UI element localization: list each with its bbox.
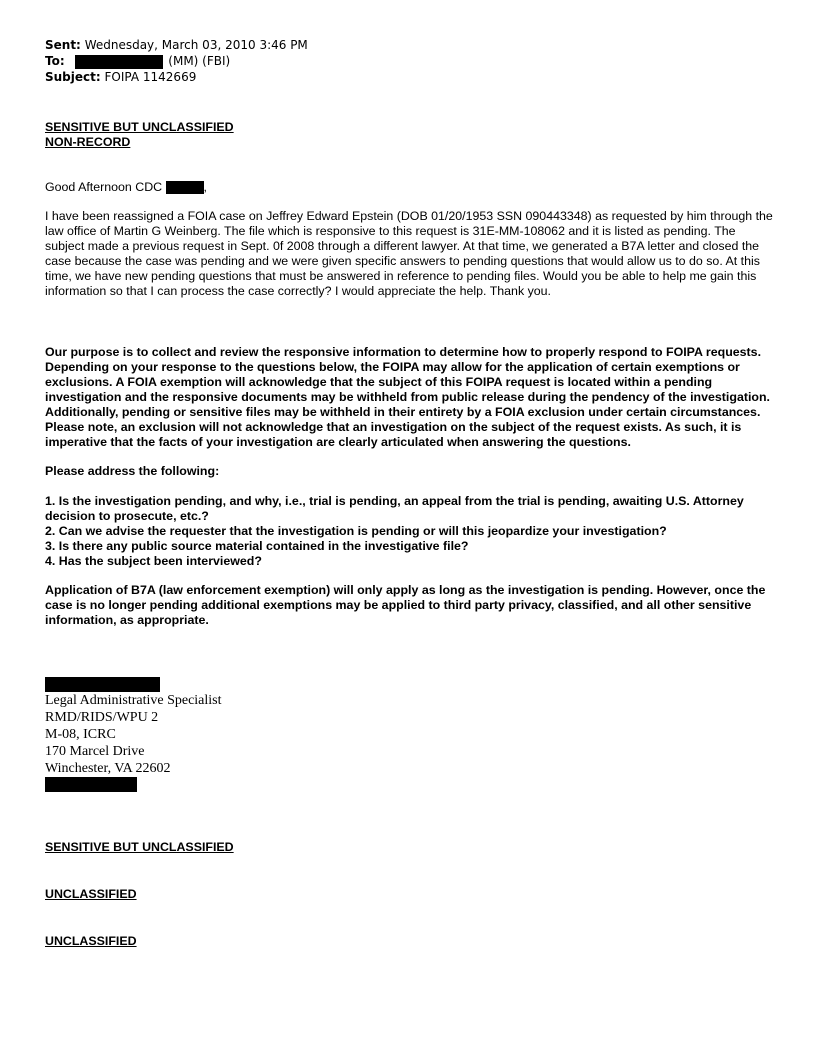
classification-bottom bbox=[45, 840, 775, 949]
b7a-paragraph: Application of B7A (law enforcement exemption) will only apply as long as the investigation is pending. However, once the case is no longer pending additional exemptions may be applied to third party privacy, classified, and all other sensitive information, as appropriate. bbox=[45, 583, 766, 627]
question-item: 3. Is there any public source material contained in the investigative file? bbox=[45, 539, 469, 553]
redaction-block bbox=[45, 677, 160, 692]
signature-city: Winchester, VA 22602 bbox=[45, 761, 171, 776]
classification-top bbox=[45, 120, 775, 150]
question-item: 2. Can we advise the requester that the investigation is pending or will this jeopardize your investigation? bbox=[45, 524, 667, 538]
classification-unclassified: UNCLASSIFIED bbox=[45, 887, 137, 901]
greeting-comma: , bbox=[203, 180, 207, 194]
signature-office: M-08, ICRC bbox=[45, 727, 116, 742]
to-label: To: bbox=[45, 54, 65, 68]
redaction-block bbox=[45, 777, 137, 792]
signature-block bbox=[45, 677, 775, 792]
address-intro: Please address the following: bbox=[45, 464, 220, 478]
purpose-paragraph: Our purpose is to collect and review the responsive information to determine how to properly respond to FOIPA requests. Depending on your response to the questions below, the FOIPA may allow for the application of certain exemptions or exclusions. A FOIA exemption will acknowledge that the subject of this FOIPA request is located within a pending investigation and the responsive documents may be withheld from public release during the pendency of the investigation. Additionally, pending or sensitive files may be withheld in their entirety by a FOIA exclusion under certain circumstances. Please note, an exclusion will not acknowledge that an investigation on the subject of the request exists. As such, it is imperative that the facts of your investigation are clearly articulated when answering the questions. bbox=[45, 345, 770, 449]
signature-street: 170 Marcel Drive bbox=[45, 744, 145, 759]
redaction-block bbox=[75, 55, 163, 69]
classification-unclassified-final: UNCLASSIFIED bbox=[45, 934, 137, 948]
classification-sbu-bottom: SENSITIVE BUT UNCLASSIFIED bbox=[45, 840, 234, 854]
sent-label: Sent: bbox=[45, 38, 81, 52]
subject-value: FOIPA 1142669 bbox=[104, 70, 197, 84]
subject-line bbox=[45, 69, 775, 85]
subject-label: Subject: bbox=[45, 70, 101, 84]
signature-unit: RMD/RIDS/WPU 2 bbox=[45, 710, 159, 725]
signature-title: Legal Administrative Specialist bbox=[45, 693, 222, 708]
questions-list bbox=[45, 494, 775, 569]
greeting-line bbox=[45, 180, 775, 195]
to-line bbox=[45, 53, 775, 69]
classification-non-record: NON-RECORD bbox=[45, 135, 131, 149]
classification-sbu: SENSITIVE BUT UNCLASSIFIED bbox=[45, 120, 234, 134]
intro-paragraph: I have been reassigned a FOIA case on Jeffrey Edward Epstein (DOB 01/20/1953 SSN 090443348) as requested by him through the law office of Martin G Weinberg. The file which is responsive to this request is 31E-MM-108062 and it is listed as pending. The subject made a previous request in Sept. 0f 2008 through a different lawyer. At that time, we generated a B7A letter and closed the case because the case was pending and we were given specific answers to pending questions that would allow us to do so. At this time, we have new pending questions that must be answered in reference to pending files. Would you be able to help me gain this information so that I can process the case correctly? I would appreciate the help. Thank you. bbox=[45, 209, 773, 298]
question-item: 1. Is the investigation pending, and why, i.e., trial is pending, an appeal from the trial is pending, awaiting U.S. Attorney decision to prosecute, etc.? bbox=[45, 494, 744, 523]
sent-line bbox=[45, 37, 775, 53]
to-value: (MM) (FBI) bbox=[168, 54, 231, 68]
question-item: 4. Has the subject been interviewed? bbox=[45, 554, 262, 568]
greeting-text: Good Afternoon CDC bbox=[45, 180, 163, 194]
email-document bbox=[45, 37, 775, 949]
email-header bbox=[45, 37, 775, 85]
sent-value: Wednesday, March 03, 2010 3:46 PM bbox=[84, 38, 308, 52]
redaction-block bbox=[166, 181, 204, 194]
